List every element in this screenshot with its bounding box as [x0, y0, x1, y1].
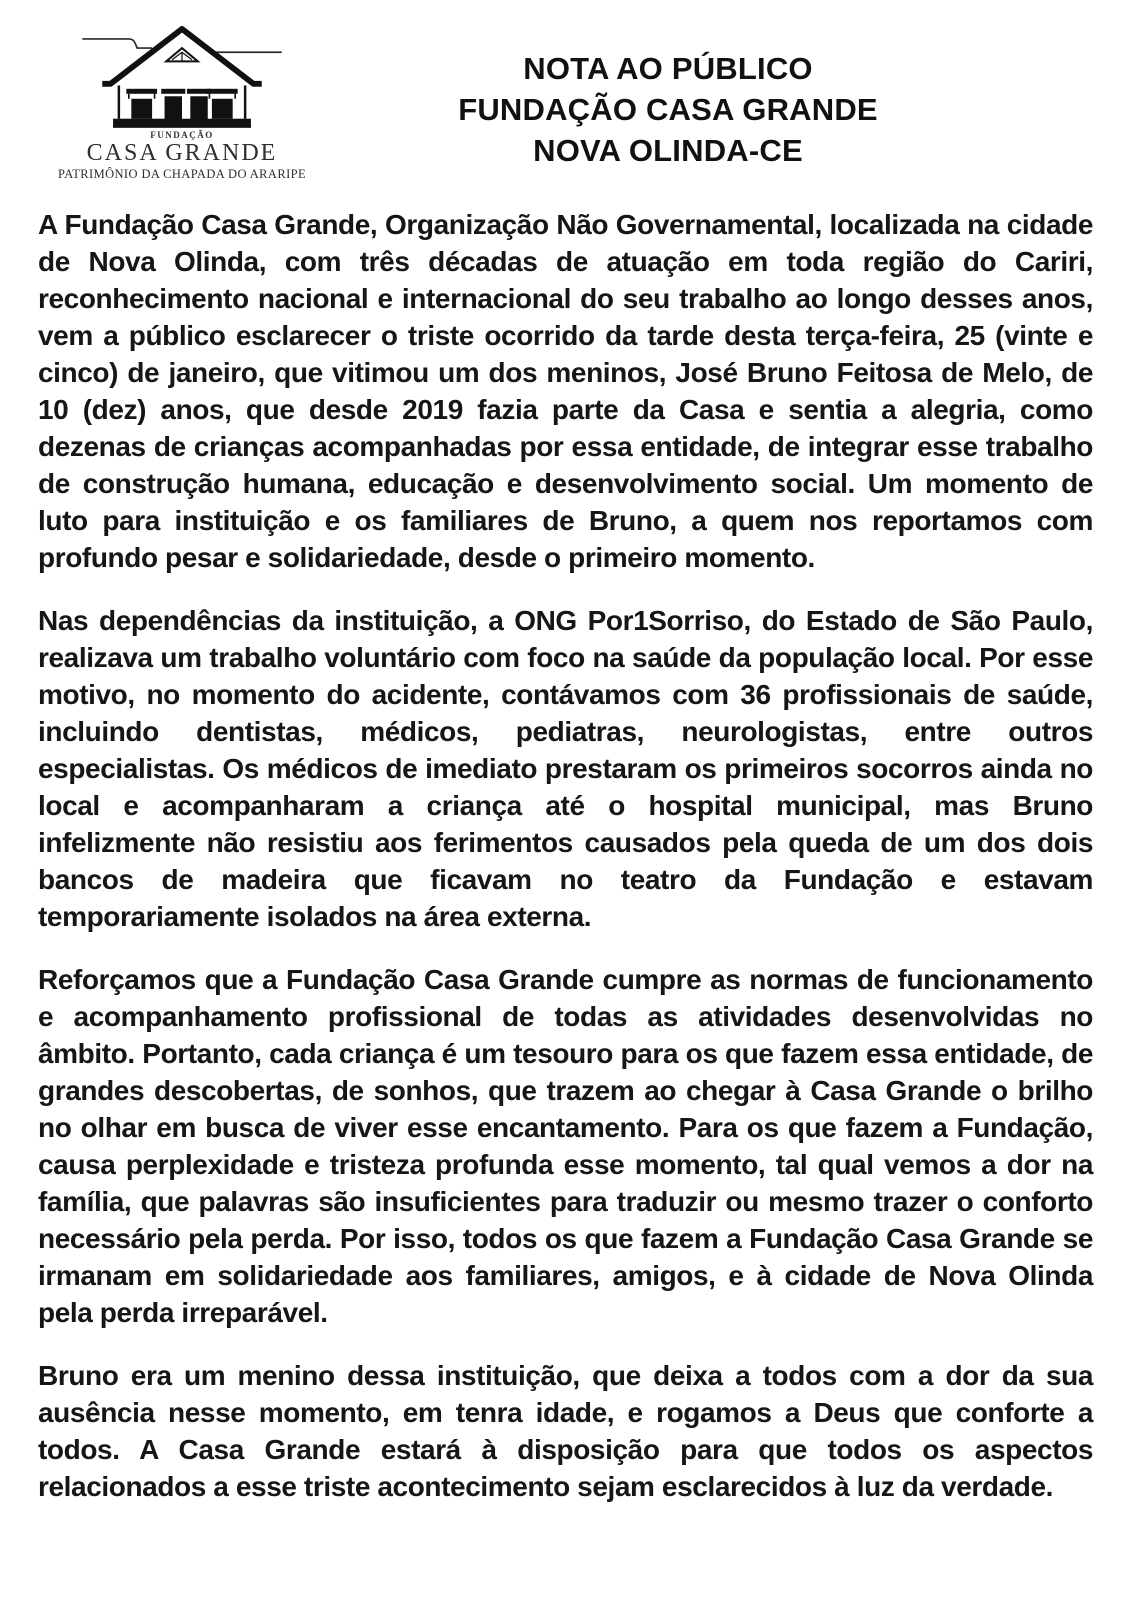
logo-org-name: CASA GRANDE	[86, 140, 278, 166]
statement-paragraph-4: Bruno era um menino dessa instituição, que deixa a todos com a dor da sua ausência nesse momento, em tenra idade, e rogamos a Deus que conforte a todos. A Casa Grande estará à disposição para que todos os aspectos relacionados a esse triste acontecimento sejam esclarecidos à luz da verdade.	[38, 1360, 1093, 1502]
document-header	[0, 0, 1131, 186]
statement-body	[0, 186, 1131, 1505]
statement-paragraph-2: Nas dependências da instituição, a ONG Por1Sorriso, do Estado de São Paulo, realizava um trabalho voluntário com foco na saúde da população local. Por esse motivo, no momento do acidente, contávamos com 36 profissionais de saúde, incluindo dentistas, médicos, pediatras, neurologistas, entre outros especialistas. Os médicos de imediato prestaram os primeiros socorros ainda no local e acompanharam a criança até o hospital municipal, mas Bruno infelizmente não resistiu aos ferimentos causados pela queda de um dos dois bancos de madeira que ficavam no teatro da Fundação e estavam temporariamente isolados na área externa.	[38, 605, 1093, 932]
document-title-line-2: FUNDAÇÃO CASA GRANDE	[458, 92, 878, 127]
document-title-line-3: NOVA OLINDA-CE	[533, 133, 803, 168]
logo-org-tagline: PATRIMÔNIO DA CHAPADA DO ARARIPE	[57, 167, 307, 181]
statement-paragraph-3: Reforçamos que a Fundação Casa Grande cumpre as normas de funcionamento e acompanhamento profissional de todas as atividades desenvolvidas no âmbito. Portanto, cada criança é um tesouro para os que fazem essa entidade, de grandes descobertas, de sonhos, que trazem ao chegar à Casa Grande o brilho no olhar em busca de viver esse encantamento. Para os que fazem a Fundação, causa perplexidade e tristeza profunda esse momento, tal qual vemos a dor na família, que palavras são insuficientes para traduzir ou mesmo trazer o conforto necessário pela perda. Por isso, todos os que fazem a Fundação Casa Grande se irmanam em solidariedade aos familiares, amigos, e à cidade de Nova Olinda pela perda irreparável.	[38, 964, 1093, 1328]
statement-paragraph-1: A Fundação Casa Grande, Organização Não Governamental, localizada na cidade de Nova Olinda, com três décadas de atuação em toda região do Cariri, reconhecimento nacional e internacional do seu trabalho ao longo desses anos, vem a público esclarecer o triste ocorrido da tarde desta terça-feira, 25 (vinte e cinco) de janeiro, que vitimou um dos meninos, José Bruno Feitosa de Melo, de 10 (dez) anos, que desde 2019 fazia parte da Casa e sentia a alegria, como dezenas de crianças acompanhadas por essa entidade, de integrar esse trabalho de construção humana, educação e desenvolvimento social. Um momento de luto para instituição e os familiares de Bruno, a quem nos reportamos com profundo pesar e solidariedade, desde o primeiro momento.	[38, 209, 1093, 573]
logo-org-small: FUNDAÇÃO	[150, 130, 214, 140]
casa-grande-logo	[58, 24, 306, 182]
house-icon	[63, 24, 301, 132]
document-title	[458, 48, 878, 171]
document-title-line-1: NOTA AO PÚBLICO	[523, 51, 813, 86]
